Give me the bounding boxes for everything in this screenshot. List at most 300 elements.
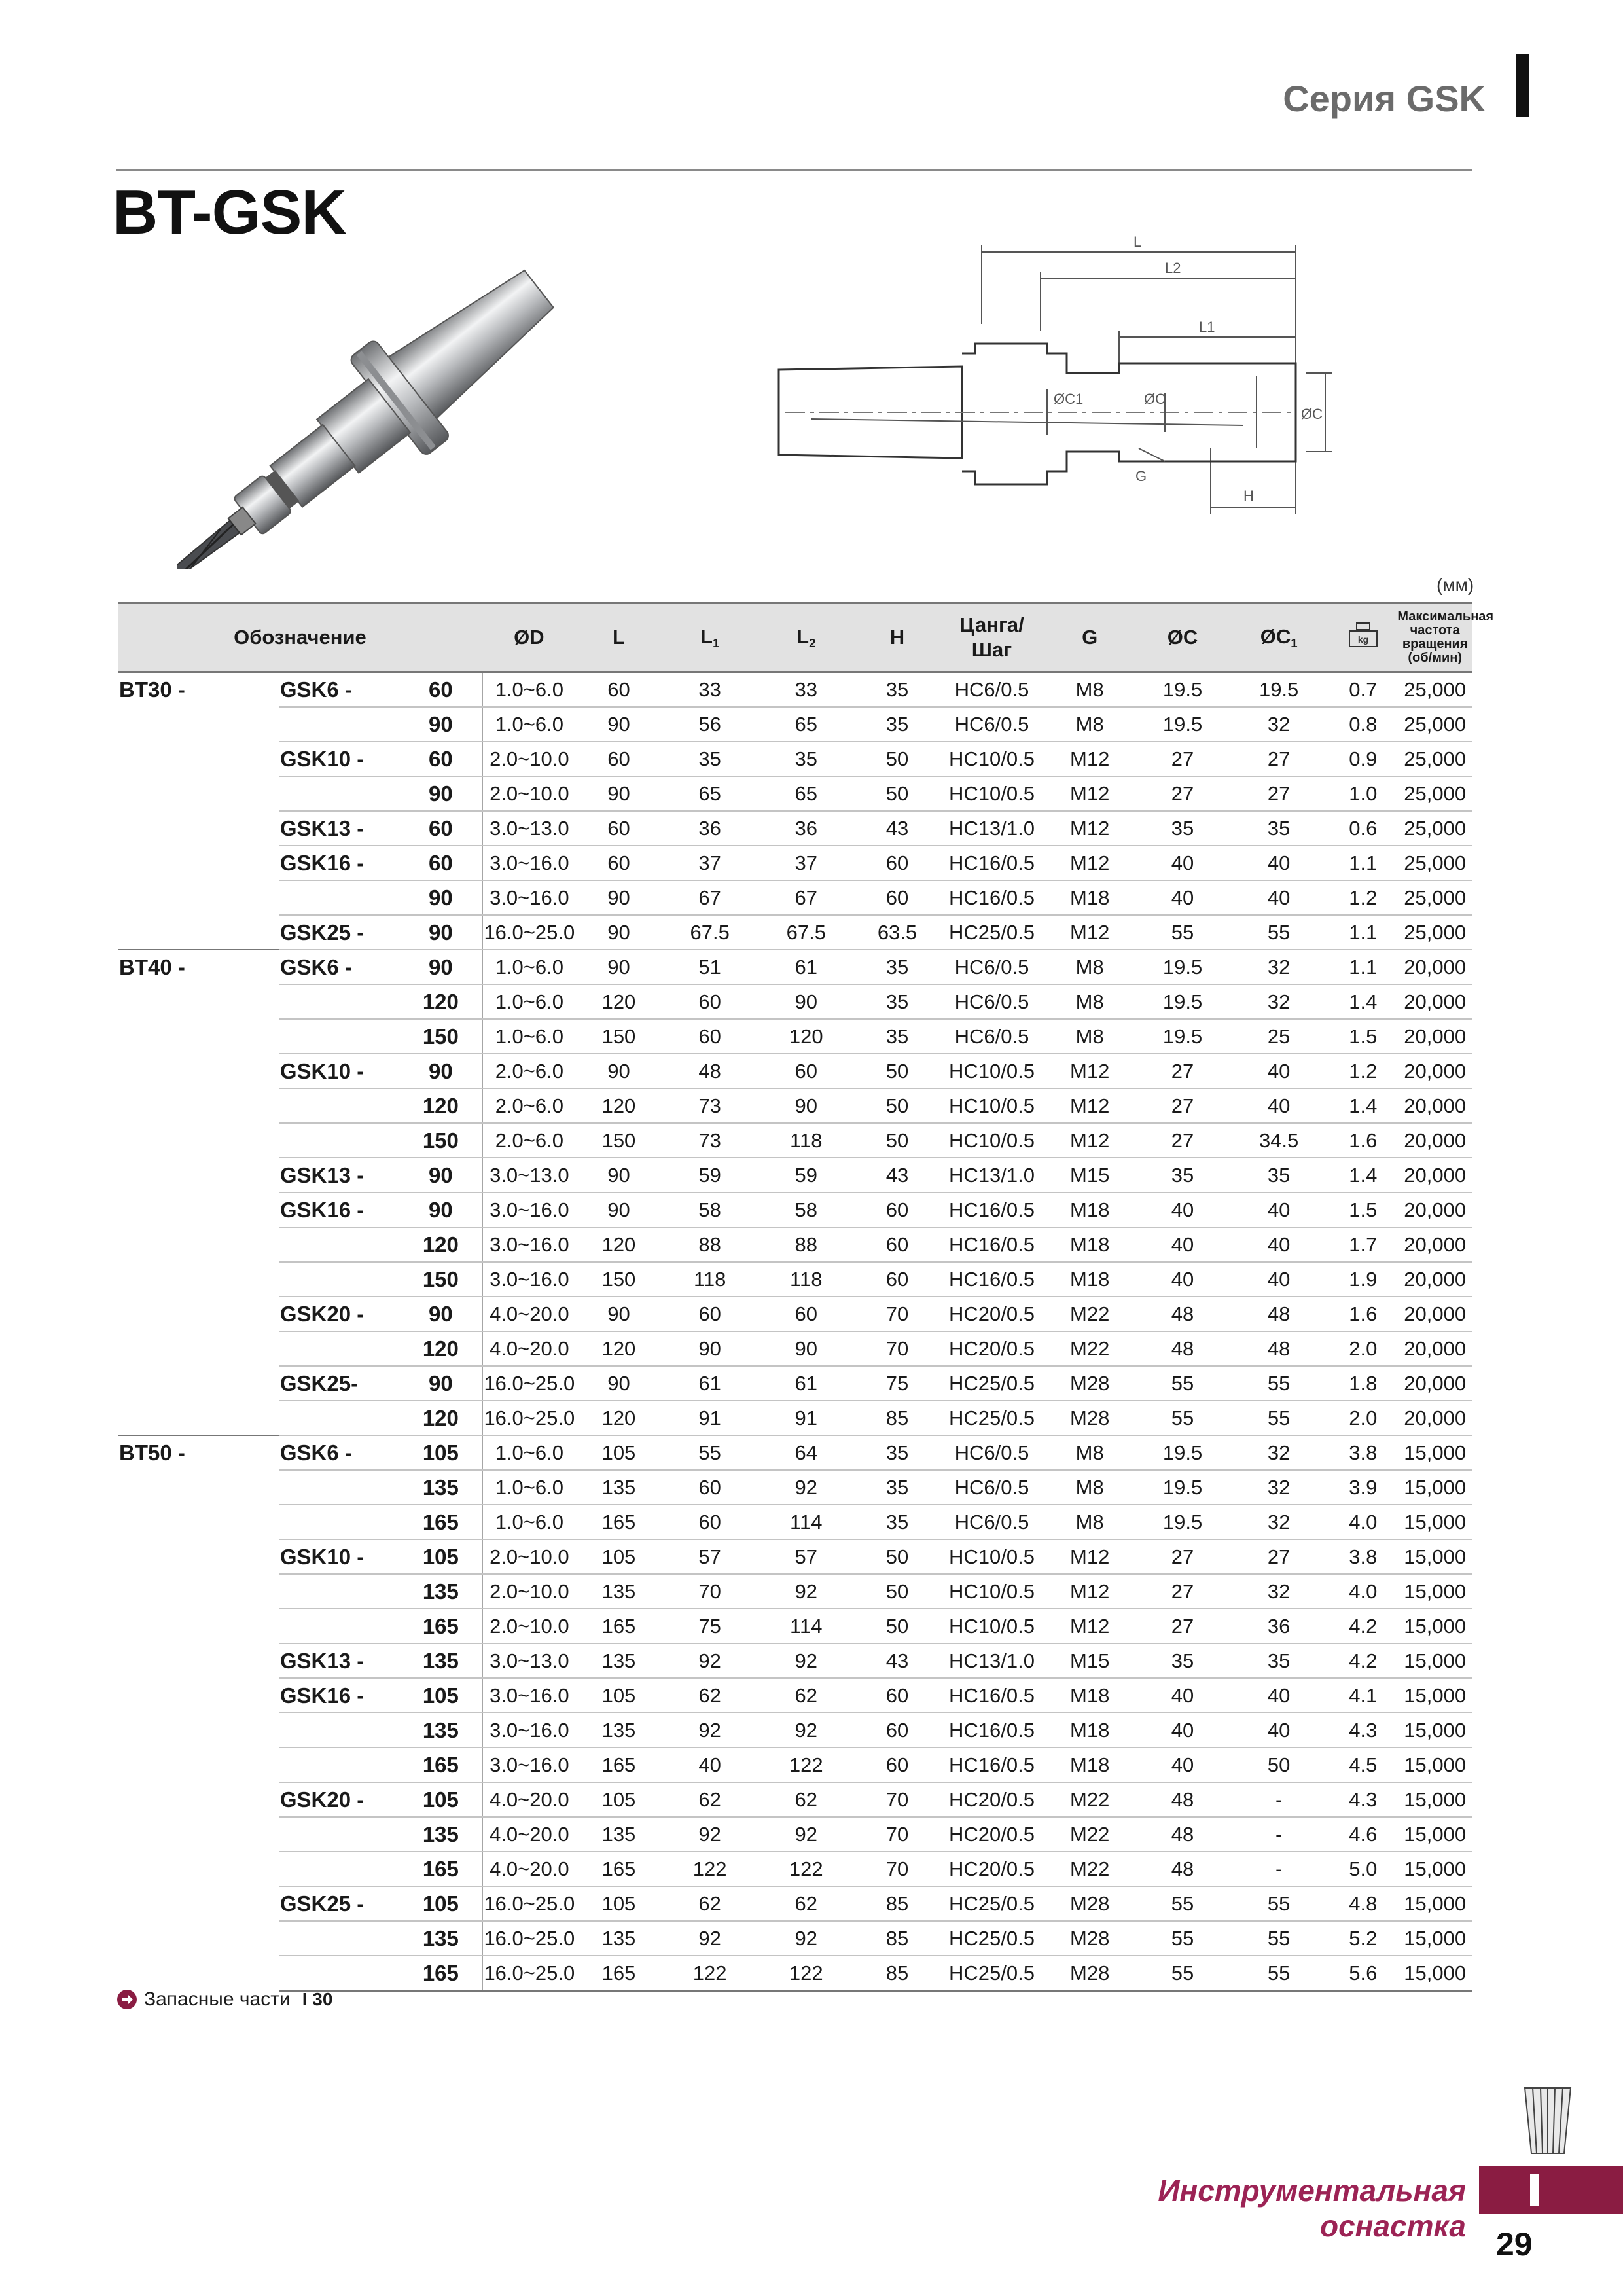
cell-c: 55: [1136, 1921, 1229, 1956]
cell-length: 165: [400, 1609, 482, 1643]
cell-series: [118, 1158, 279, 1193]
table-row: [118, 672, 1472, 708]
cell-l: 120: [576, 1227, 662, 1262]
cell-l: 90: [576, 1193, 662, 1227]
cell-length: 90: [400, 1193, 482, 1227]
cell-d: 1.0~6.0: [482, 1019, 576, 1054]
cell-d: 2.0~6.0: [482, 1123, 576, 1158]
cell-g: M12: [1043, 1088, 1136, 1123]
cell-series: BT50 -: [118, 1435, 279, 1470]
cell-l2: 88: [758, 1227, 854, 1262]
cell-l1: 70: [662, 1574, 758, 1609]
cell-length: 150: [400, 1262, 482, 1297]
cell-series: [118, 1054, 279, 1088]
cell-collet: HC16/0.5: [940, 1262, 1044, 1297]
cell-d: 16.0~25.0: [482, 1366, 576, 1401]
cell-model: [279, 1713, 400, 1748]
cell-length: 135: [400, 1470, 482, 1505]
col-collet: [940, 603, 1044, 672]
col-max-speed-line2: частота: [1410, 623, 1460, 637]
cell-kg: 2.0: [1329, 1331, 1397, 1366]
cell-g: M22: [1043, 1782, 1136, 1817]
cell-collet: HC10/0.5: [940, 1054, 1044, 1088]
cell-d: 1.0~6.0: [482, 1470, 576, 1505]
cell-rpm: 20,000: [1397, 1297, 1472, 1331]
cell-model: [279, 776, 400, 811]
cell-l: 105: [576, 1782, 662, 1817]
cell-d: 16.0~25.0: [482, 1956, 576, 1991]
cell-length: 60: [400, 811, 482, 846]
cell-l: 90: [576, 915, 662, 950]
cell-g: M22: [1043, 1817, 1136, 1852]
cell-collet: HC20/0.5: [940, 1297, 1044, 1331]
cell-kg: 4.1: [1329, 1678, 1397, 1713]
cell-g: M12: [1043, 811, 1136, 846]
cell-c: 40: [1136, 1262, 1229, 1297]
cell-l2: 37: [758, 846, 854, 880]
cell-l2: 60: [758, 1054, 854, 1088]
cell-l2: 62: [758, 1678, 854, 1713]
page-title: BT-GSK: [113, 177, 346, 247]
cell-l1: 92: [662, 1817, 758, 1852]
cell-g: M12: [1043, 1574, 1136, 1609]
cell-rpm: 15,000: [1397, 1539, 1472, 1574]
cell-c: 27: [1136, 742, 1229, 776]
cell-l1: 62: [662, 1782, 758, 1817]
cell-kg: 1.1: [1329, 915, 1397, 950]
cell-rpm: 20,000: [1397, 1193, 1472, 1227]
cell-c1: 32: [1229, 1470, 1329, 1505]
cell-rpm: 20,000: [1397, 1227, 1472, 1262]
cell-model: GSK10 -: [279, 1054, 400, 1088]
cell-model: GSK20 -: [279, 1782, 400, 1817]
cell-d: 2.0~10.0: [482, 742, 576, 776]
table-row: [118, 1886, 1472, 1921]
cell-series: [118, 1817, 279, 1852]
cell-g: M18: [1043, 1748, 1136, 1782]
cell-c: 40: [1136, 1193, 1229, 1227]
table-row: [118, 776, 1472, 811]
cell-kg: 5.0: [1329, 1852, 1397, 1886]
cell-rpm: 15,000: [1397, 1817, 1472, 1852]
table-row: [118, 1713, 1472, 1748]
cell-series: [118, 1331, 279, 1366]
cell-h: 35: [854, 1470, 940, 1505]
cell-l: 165: [576, 1852, 662, 1886]
cell-l2: 36: [758, 811, 854, 846]
cell-c1: -: [1229, 1817, 1329, 1852]
table-row: [118, 950, 1472, 984]
cell-l: 120: [576, 1331, 662, 1366]
cell-d: 4.0~20.0: [482, 1782, 576, 1817]
cell-kg: 1.2: [1329, 1054, 1397, 1088]
cell-l: 135: [576, 1817, 662, 1852]
cell-c: 48: [1136, 1852, 1229, 1886]
cell-g: M15: [1043, 1158, 1136, 1193]
cell-c: 48: [1136, 1297, 1229, 1331]
cell-l2: 57: [758, 1539, 854, 1574]
col-l2: [758, 603, 854, 672]
cell-c: 19.5: [1136, 707, 1229, 742]
cell-c1: 48: [1229, 1297, 1329, 1331]
cell-length: 60: [400, 846, 482, 880]
cell-h: 35: [854, 1505, 940, 1539]
spec-table: [118, 602, 1494, 1992]
cell-l: 60: [576, 846, 662, 880]
cell-model: GSK16 -: [279, 1193, 400, 1227]
cell-collet: HC25/0.5: [940, 915, 1044, 950]
page-number: 29: [1496, 2226, 1533, 2263]
table-row: [118, 811, 1472, 846]
cell-collet: HC20/0.5: [940, 1782, 1044, 1817]
cell-c: 19.5: [1136, 1019, 1229, 1054]
footer-tab: [1479, 2166, 1623, 2214]
cell-l2: 92: [758, 1921, 854, 1956]
cell-l: 90: [576, 880, 662, 915]
cell-collet: HC16/0.5: [940, 1713, 1044, 1748]
cell-c1: 32: [1229, 984, 1329, 1019]
table-row: [118, 1470, 1472, 1505]
cell-rpm: 20,000: [1397, 1401, 1472, 1435]
cell-kg: 0.9: [1329, 742, 1397, 776]
cell-l1: 57: [662, 1539, 758, 1574]
cell-model: [279, 707, 400, 742]
cell-h: 60: [854, 846, 940, 880]
cell-g: M8: [1043, 984, 1136, 1019]
cell-l1: 92: [662, 1643, 758, 1678]
cell-c: 19.5: [1136, 672, 1229, 708]
cell-collet: HC10/0.5: [940, 1609, 1044, 1643]
cell-l: 150: [576, 1123, 662, 1158]
cell-d: 16.0~25.0: [482, 1921, 576, 1956]
cell-model: [279, 1817, 400, 1852]
table-row: [118, 1227, 1472, 1262]
cell-l2: 60: [758, 1297, 854, 1331]
cell-collet: HC13/1.0: [940, 811, 1044, 846]
cell-l1: 122: [662, 1956, 758, 1991]
cell-rpm: 15,000: [1397, 1435, 1472, 1470]
cell-l: 105: [576, 1435, 662, 1470]
cell-length: 135: [400, 1574, 482, 1609]
cell-collet: HC16/0.5: [940, 1227, 1044, 1262]
cell-rpm: 25,000: [1397, 776, 1472, 811]
cell-kg: 2.0: [1329, 1401, 1397, 1435]
col-l1-label: L: [700, 624, 713, 648]
cell-collet: HC20/0.5: [940, 1331, 1044, 1366]
cell-c: 19.5: [1136, 984, 1229, 1019]
cell-l2: 90: [758, 984, 854, 1019]
cell-series: [118, 1852, 279, 1886]
cell-kg: 1.4: [1329, 1088, 1397, 1123]
cell-l1: 33: [662, 672, 758, 708]
col-max-speed-line1: Максимальная: [1397, 609, 1494, 624]
cell-length: 105: [400, 1678, 482, 1713]
cell-collet: HC10/0.5: [940, 1088, 1044, 1123]
series-bar: [1516, 54, 1529, 117]
cell-c1: 32: [1229, 1435, 1329, 1470]
cell-l1: 60: [662, 1470, 758, 1505]
cell-model: GSK6 -: [279, 1435, 400, 1470]
cell-g: M28: [1043, 1366, 1136, 1401]
cell-d: 1.0~6.0: [482, 672, 576, 708]
cell-c1: 34.5: [1229, 1123, 1329, 1158]
cell-kg: 0.7: [1329, 672, 1397, 708]
cell-series: [118, 811, 279, 846]
cell-model: GSK13 -: [279, 1158, 400, 1193]
col-l1-sub: 1: [712, 636, 720, 650]
cell-series: [118, 880, 279, 915]
cell-g: M28: [1043, 1956, 1136, 1991]
cell-l2: 65: [758, 776, 854, 811]
dim-label-g: G: [1135, 468, 1147, 484]
cell-c1: 32: [1229, 707, 1329, 742]
cell-c1: 40: [1229, 1054, 1329, 1088]
cell-l1: 60: [662, 1297, 758, 1331]
cell-c1: 48: [1229, 1331, 1329, 1366]
cell-collet: HC10/0.5: [940, 1123, 1044, 1158]
cell-collet: HC10/0.5: [940, 1539, 1044, 1574]
spare-parts-link[interactable]: [116, 1988, 332, 2011]
cell-collet: HC25/0.5: [940, 1921, 1044, 1956]
cell-l1: 67.5: [662, 915, 758, 950]
cell-length: 90: [400, 1054, 482, 1088]
cell-c: 40: [1136, 880, 1229, 915]
cell-h: 50: [854, 1054, 940, 1088]
cell-c1: 40: [1229, 1678, 1329, 1713]
cell-d: 3.0~16.0: [482, 1193, 576, 1227]
cell-d: 3.0~16.0: [482, 1678, 576, 1713]
cell-series: [118, 1782, 279, 1817]
cell-d: 1.0~6.0: [482, 1435, 576, 1470]
series-title: Серия GSK: [1283, 78, 1486, 119]
cell-d: 3.0~13.0: [482, 1643, 576, 1678]
cell-kg: 4.3: [1329, 1782, 1397, 1817]
cell-l1: 48: [662, 1054, 758, 1088]
table-row: [118, 1782, 1472, 1817]
table-row: [118, 1331, 1472, 1366]
footer-title: Инструментальная оснастка: [1158, 2174, 1466, 2243]
header-rule: [116, 169, 1472, 171]
cell-collet: HC6/0.5: [940, 672, 1044, 708]
cell-l2: 91: [758, 1401, 854, 1435]
dim-label-h: H: [1243, 488, 1254, 504]
cell-length: 90: [400, 776, 482, 811]
cell-l: 120: [576, 1088, 662, 1123]
cell-kg: 1.7: [1329, 1227, 1397, 1262]
cell-h: 85: [854, 1921, 940, 1956]
cell-c: 55: [1136, 915, 1229, 950]
cell-l2: 64: [758, 1435, 854, 1470]
weight-icon-label: kg: [1357, 634, 1368, 645]
cell-g: M8: [1043, 1019, 1136, 1054]
table-row: [118, 1852, 1472, 1886]
cell-c1: 55: [1229, 1956, 1329, 1991]
cell-rpm: 25,000: [1397, 846, 1472, 880]
cell-rpm: 25,000: [1397, 811, 1472, 846]
cell-l1: 73: [662, 1123, 758, 1158]
cell-h: 75: [854, 1366, 940, 1401]
col-collet-line2: Шаг: [971, 638, 1012, 661]
cell-l: 105: [576, 1886, 662, 1921]
cell-collet: HC10/0.5: [940, 1574, 1044, 1609]
cell-rpm: 20,000: [1397, 1158, 1472, 1193]
cell-h: 60: [854, 1678, 940, 1713]
cell-length: 120: [400, 984, 482, 1019]
cell-l1: 91: [662, 1401, 758, 1435]
cell-d: 16.0~25.0: [482, 915, 576, 950]
cell-collet: HC10/0.5: [940, 742, 1044, 776]
cell-d: 4.0~20.0: [482, 1852, 576, 1886]
cell-g: M8: [1043, 1435, 1136, 1470]
cell-rpm: 15,000: [1397, 1748, 1472, 1782]
cell-series: BT30 -: [119, 677, 185, 702]
cell-length: 90: [400, 707, 482, 742]
col-max-speed-line3: вращения: [1402, 637, 1468, 651]
cell-length: 90: [400, 1366, 482, 1401]
cell-length: 135: [400, 1643, 482, 1678]
cell-d: 4.0~20.0: [482, 1331, 576, 1366]
col-c1-sub: 1: [1291, 636, 1298, 650]
cell-collet: HC6/0.5: [940, 1435, 1044, 1470]
cell-kg: 1.6: [1329, 1297, 1397, 1331]
cell-g: M18: [1043, 1193, 1136, 1227]
footer-tab-bar: [1530, 2174, 1539, 2206]
cell-series: [118, 1088, 279, 1123]
table-row: [118, 1643, 1472, 1678]
cell-kg: 1.6: [1329, 1123, 1397, 1158]
cell-d: 4.0~20.0: [482, 1297, 576, 1331]
cell-length: 165: [400, 1956, 482, 1991]
cell-c: 55: [1136, 1956, 1229, 1991]
cell-kg: 1.5: [1329, 1019, 1397, 1054]
cell-l2: 35: [758, 742, 854, 776]
cell-collet: HC20/0.5: [940, 1852, 1044, 1886]
cell-series: [118, 984, 279, 1019]
col-g: G: [1043, 603, 1136, 672]
cell-collet: HC20/0.5: [940, 1817, 1044, 1852]
cell-length: 90: [400, 1297, 482, 1331]
cell-g: M12: [1043, 776, 1136, 811]
cell-d: 3.0~13.0: [482, 1158, 576, 1193]
cell-kg: 5.6: [1329, 1956, 1397, 1991]
cell-series: [118, 742, 279, 776]
cell-h: 60: [854, 1227, 940, 1262]
cell-l: 165: [576, 1609, 662, 1643]
cell-kg: 3.8: [1329, 1539, 1397, 1574]
cell-model: [279, 1921, 400, 1956]
cell-l: 135: [576, 1470, 662, 1505]
cell-rpm: 15,000: [1397, 1643, 1472, 1678]
cell-series: [118, 1956, 279, 1991]
cell-g: M15: [1043, 1643, 1136, 1678]
cell-model: [279, 1123, 400, 1158]
cell-collet: HC16/0.5: [940, 1748, 1044, 1782]
cell-length: 135: [400, 1921, 482, 1956]
cell-series: [118, 1505, 279, 1539]
cell-l2: 61: [758, 950, 854, 984]
cell-kg: 1.1: [1329, 846, 1397, 880]
cell-rpm: 20,000: [1397, 950, 1472, 984]
dim-label-l1: L1: [1199, 319, 1215, 335]
cell-rpm: 15,000: [1397, 1921, 1472, 1956]
cell-series: [118, 1262, 279, 1297]
cell-c: 27: [1136, 776, 1229, 811]
cell-d: 2.0~10.0: [482, 1574, 576, 1609]
cell-series: [118, 1609, 279, 1643]
cell-c1: 40: [1229, 1262, 1329, 1297]
cell-series: [118, 1678, 279, 1713]
cell-model: [279, 1401, 400, 1435]
cell-g: M18: [1043, 1262, 1136, 1297]
cell-series: [118, 1713, 279, 1748]
cell-l1: 67: [662, 880, 758, 915]
cell-l: 135: [576, 1574, 662, 1609]
cell-rpm: 20,000: [1397, 1366, 1472, 1401]
cell-model: [279, 1574, 400, 1609]
dim-label-l2: L2: [1165, 260, 1181, 276]
cell-c1: 40: [1229, 1713, 1329, 1748]
cell-c1: 55: [1229, 1886, 1329, 1921]
cell-l1: 60: [662, 984, 758, 1019]
cell-kg: 1.5: [1329, 1193, 1397, 1227]
cell-rpm: 20,000: [1397, 1054, 1472, 1088]
dim-label-c1: ØC1: [1054, 391, 1084, 407]
cell-series: [118, 1227, 279, 1262]
cell-c: 40: [1136, 1748, 1229, 1782]
cell-c1: 32: [1229, 950, 1329, 984]
cell-l2: 67.5: [758, 915, 854, 950]
cell-model: [279, 1470, 400, 1505]
cell-l: 105: [576, 1539, 662, 1574]
cell-rpm: 15,000: [1397, 1713, 1472, 1748]
cell-series: [118, 915, 279, 950]
cell-d: 2.0~10.0: [482, 1609, 576, 1643]
cell-c: 40: [1136, 846, 1229, 880]
cell-length: 105: [400, 1539, 482, 1574]
cell-l: 90: [576, 950, 662, 984]
cell-rpm: 25,000: [1397, 707, 1472, 742]
cell-l2: 92: [758, 1470, 854, 1505]
cell-l: 135: [576, 1643, 662, 1678]
spare-parts-page: I 30: [302, 1989, 333, 2009]
col-l: L: [576, 603, 662, 672]
cell-collet: HC25/0.5: [940, 1886, 1044, 1921]
cell-series: [118, 1193, 279, 1227]
cell-c1: 35: [1229, 811, 1329, 846]
cell-kg: 1.9: [1329, 1262, 1397, 1297]
cell-h: 85: [854, 1401, 940, 1435]
cell-d: 4.0~20.0: [482, 1817, 576, 1852]
cell-l1: 60: [662, 1019, 758, 1054]
cell-h: 35: [854, 950, 940, 984]
cell-kg: 5.2: [1329, 1921, 1397, 1956]
table-row: [118, 1817, 1472, 1852]
cell-l2: 62: [758, 1782, 854, 1817]
cell-g: M28: [1043, 1886, 1136, 1921]
cell-model: [279, 1505, 400, 1539]
cell-l1: 73: [662, 1088, 758, 1123]
cell-kg: 4.0: [1329, 1505, 1397, 1539]
cell-rpm: 15,000: [1397, 1886, 1472, 1921]
cell-model: GSK6 -: [279, 672, 400, 708]
cell-collet: HC16/0.5: [940, 880, 1044, 915]
cell-rpm: 25,000: [1397, 672, 1472, 708]
cell-l1: 60: [662, 1505, 758, 1539]
cell-c: 19.5: [1136, 950, 1229, 984]
cell-c: 27: [1136, 1609, 1229, 1643]
cell-l1: 88: [662, 1227, 758, 1262]
cell-d: 3.0~16.0: [482, 1227, 576, 1262]
